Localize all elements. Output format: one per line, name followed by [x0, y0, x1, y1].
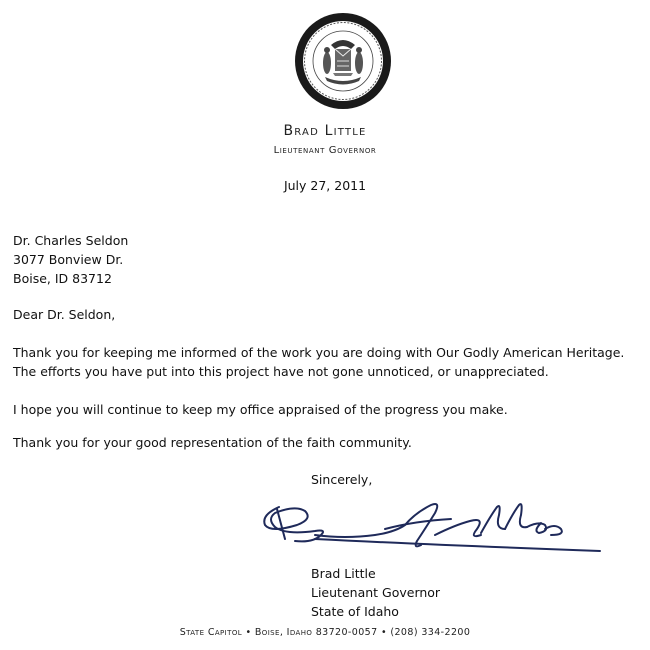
recipient-address — [13, 231, 128, 288]
letter-date: July 27, 2011 — [283, 178, 367, 193]
closing: Sincerely, — [311, 472, 373, 487]
body-paragraph-2: I hope you will continue to keep my office appraised of the progress you make. — [13, 402, 508, 417]
handwritten-signature — [255, 495, 605, 560]
letterhead-title: Lieutenant Governor — [273, 145, 377, 156]
salutation: Dear Dr. Seldon, — [13, 307, 116, 322]
state-seal-icon — [293, 11, 393, 111]
body-paragraph-1: Thank you for keeping me informed of the work you are doing with Our Godly American Heritage. The efforts you have put into this project have not gone unnoticed, or unappreciated. — [13, 345, 625, 379]
letterhead-name: Brad Little — [283, 123, 367, 139]
signer-name: Brad Little — [311, 566, 376, 581]
recipient-street: 3077 Bonview Dr. — [13, 252, 124, 267]
signer-state: State of Idaho — [311, 604, 399, 619]
body-paragraph-3: Thank you for your good representation of the faith community. — [13, 435, 412, 450]
recipient-name: Dr. Charles Seldon — [13, 233, 129, 248]
signer-title: Lieutenant Governor — [311, 585, 441, 600]
recipient-city: Boise, ID 83712 — [13, 271, 112, 286]
signature-block — [311, 564, 440, 621]
letterhead-footer: State Capitol • Boise, Idaho 83720-0057 • (208) 334-2200 — [179, 627, 471, 638]
